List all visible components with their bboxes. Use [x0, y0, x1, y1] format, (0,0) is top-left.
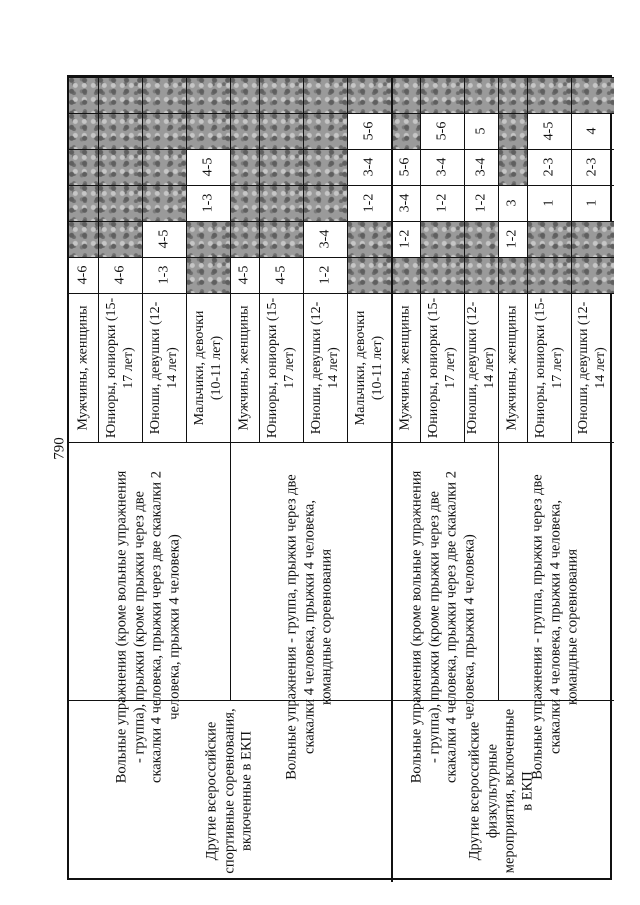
age-group-label: Мальчики, девочки (10-11 лет): [352, 310, 385, 425]
empty-shaded-cell: [142, 185, 186, 221]
row-border: [98, 77, 99, 442]
row-border: [186, 77, 187, 442]
empty-shaded-cell: [230, 113, 259, 149]
empty-shaded-cell: [498, 113, 527, 149]
age-group-label: Юниоры, юниорки (15-17 лет): [264, 297, 297, 438]
cell-border: [527, 77, 571, 78]
row-border: [347, 77, 348, 442]
section-title: Другие всероссийские спортивные соревнования, включенные в ЕКП: [203, 708, 255, 874]
rank-value: 4-6: [112, 265, 128, 285]
empty-shaded-cell: [230, 77, 259, 113]
empty-shaded-cell: [391, 113, 420, 149]
empty-shaded-cell: [98, 185, 142, 221]
cell-border: [259, 185, 303, 186]
empty-shaded-cell: [464, 221, 498, 257]
cell-border: [98, 149, 142, 150]
cell-border: [527, 257, 571, 258]
cell-border: [142, 185, 186, 186]
rank-value: 3-4: [397, 193, 413, 213]
cell-border: [303, 77, 347, 78]
cell-border: [230, 221, 259, 222]
cell-border: [571, 257, 614, 258]
age-group-label: Мужчины, женщины: [397, 304, 413, 431]
rank-value: 1-2: [504, 229, 520, 249]
row-border: [142, 77, 143, 442]
empty-shaded-cell: [420, 77, 464, 113]
cell-border: [69, 149, 98, 150]
empty-shaded-cell: [303, 113, 347, 149]
row-border: [259, 77, 260, 442]
age-group-label: Юниоры, юниорки (15-17 лет): [103, 297, 136, 438]
cell-border: [230, 113, 259, 114]
cell-border: [186, 149, 230, 150]
empty-shaded-cell: [464, 77, 498, 113]
cell-border: [98, 185, 142, 186]
age-group-label: Мужчины, женщины: [236, 304, 252, 431]
cell-border: [527, 149, 571, 150]
cell-border: [142, 149, 186, 150]
cell-border: [230, 185, 259, 186]
cell-border: [347, 185, 391, 186]
empty-shaded-cell: [69, 149, 98, 185]
cell-border: [498, 185, 527, 186]
cell-border: [347, 113, 391, 114]
cell-border: [347, 221, 391, 222]
rank-value: 1: [584, 199, 600, 207]
empty-shaded-cell: [498, 77, 527, 113]
rank-value: 1-2: [397, 229, 413, 249]
cell-border: [527, 221, 571, 222]
empty-shaded-cell: [347, 77, 391, 113]
cell-border: [498, 149, 527, 150]
rank-value: 5-6: [361, 121, 377, 141]
empty-shaded-cell: [464, 257, 498, 293]
age-group-label: Юноши, девушки (12-14 лет): [308, 301, 341, 434]
rank-value: 1: [541, 199, 557, 207]
cell-border: [230, 77, 259, 78]
cell-border: [391, 149, 420, 150]
cell-border: [230, 149, 259, 150]
cell-border: [69, 221, 98, 222]
rank-value: 4: [584, 127, 600, 135]
empty-shaded-cell: [571, 257, 614, 293]
empty-shaded-cell: [142, 113, 186, 149]
cell-border: [571, 77, 614, 78]
cell-border: [464, 113, 498, 114]
cell-border: [142, 257, 186, 258]
cell-border: [186, 221, 230, 222]
empty-shaded-cell: [303, 149, 347, 185]
program-description: Вольные упражнения - группа, прыжки через две скакалки 4 человека, прыжки 4 человека, командные соревнования: [283, 474, 336, 780]
cell-border: [186, 77, 230, 78]
cell-border: [571, 113, 614, 114]
cell-border: [571, 221, 614, 222]
empty-shaded-cell: [391, 77, 420, 113]
age-group-label: Юноши, девушки (12-14 лет): [464, 301, 497, 434]
cell-border: [259, 149, 303, 150]
empty-shaded-cell: [259, 185, 303, 221]
program-border: [230, 77, 231, 700]
column-border: [69, 442, 614, 443]
empty-shaded-cell: [259, 149, 303, 185]
empty-shaded-cell: [142, 77, 186, 113]
program-description: Вольные упражнения (кроме вольные упражнения - группа), прыжки (кроме прыжки через две скакалки 4 человека, прыжки через две скакалки 2 человека, прыжки 4 человека): [114, 470, 184, 784]
empty-shaded-cell: [186, 113, 230, 149]
empty-shaded-cell: [98, 221, 142, 257]
cell-border: [498, 77, 527, 78]
cell-border: [98, 77, 142, 78]
cell-border: [347, 149, 391, 150]
empty-shaded-cell: [69, 113, 98, 149]
age-group-label: Юниоры, юниорки (15-17 лет): [532, 297, 565, 438]
empty-shaded-cell: [186, 221, 230, 257]
rank-value: 1-2: [473, 193, 489, 213]
empty-shaded-cell: [98, 113, 142, 149]
program-description: Вольные упражнения (кроме вольные упражнения - группа), прыжки (кроме прыжки через две скакалки 4 человека, прыжки через две скакалки 2 человека, прыжки 4 человека): [409, 470, 479, 784]
section-border: [391, 77, 393, 882]
empty-shaded-cell: [420, 221, 464, 257]
cell-border: [498, 257, 527, 258]
cell-border: [420, 221, 464, 222]
rank-value: 3-4: [317, 229, 333, 249]
age-group-label: Юноши, девушки (12-14 лет): [147, 301, 180, 434]
cell-border: [527, 185, 571, 186]
rank-value: 4-5: [200, 157, 216, 177]
rank-value: 3-4: [361, 157, 377, 177]
cell-border: [498, 221, 527, 222]
age-group-label: Мальчики, девочки (10-11 лет): [191, 310, 224, 425]
rank-value: 4-5: [156, 229, 172, 249]
program-border: [498, 77, 499, 700]
empty-shaded-cell: [230, 185, 259, 221]
empty-shaded-cell: [527, 77, 571, 113]
cell-border: [98, 221, 142, 222]
cell-border: [69, 257, 98, 258]
cell-border: [303, 257, 347, 258]
rank-value: 5: [473, 127, 489, 135]
cell-border: [571, 185, 614, 186]
cell-border: [259, 113, 303, 114]
cell-border: [142, 113, 186, 114]
cell-border: [303, 185, 347, 186]
empty-shaded-cell: [98, 77, 142, 113]
cell-border: [391, 77, 420, 78]
rank-value: 5-6: [397, 157, 413, 177]
row-border: [464, 77, 465, 442]
rank-value: 1-3: [200, 193, 216, 213]
rank-value: 2-3: [541, 157, 557, 177]
cell-border: [142, 77, 186, 78]
cell-border: [230, 257, 259, 258]
cell-border: [391, 113, 420, 114]
empty-shaded-cell: [259, 221, 303, 257]
empty-shaded-cell: [186, 257, 230, 293]
cell-border: [347, 257, 391, 258]
age-group-label: Юниоры, юниорки (15-17 лет): [425, 297, 458, 438]
empty-shaded-cell: [527, 257, 571, 293]
empty-shaded-cell: [69, 221, 98, 257]
cell-border: [498, 113, 527, 114]
cell-border: [142, 221, 186, 222]
cell-border: [391, 221, 420, 222]
rank-value: 3-4: [473, 157, 489, 177]
empty-shaded-cell: [391, 257, 420, 293]
empty-shaded-cell: [303, 77, 347, 113]
empty-shaded-cell: [230, 149, 259, 185]
age-group-label: Мужчины, женщины: [504, 304, 520, 431]
column-border: [69, 293, 614, 294]
row-border: [420, 77, 421, 442]
empty-shaded-cell: [186, 77, 230, 113]
cell-border: [186, 257, 230, 258]
rank-value: 4-5: [541, 121, 557, 141]
cell-border: [98, 257, 142, 258]
empty-shaded-cell: [420, 257, 464, 293]
cell-border: [186, 113, 230, 114]
cell-border: [303, 149, 347, 150]
cell-border: [420, 257, 464, 258]
empty-shaded-cell: [571, 221, 614, 257]
cell-border: [420, 77, 464, 78]
empty-shaded-cell: [347, 257, 391, 293]
empty-shaded-cell: [303, 185, 347, 221]
cell-border: [186, 185, 230, 186]
cell-border: [303, 221, 347, 222]
empty-shaded-cell: [69, 77, 98, 113]
rank-value: 1-2: [361, 193, 377, 213]
page-number: 790: [51, 437, 68, 460]
cell-border: [420, 113, 464, 114]
cell-border: [464, 149, 498, 150]
age-group-label: Юноши, девушки (12-14 лет): [576, 301, 609, 434]
section-title: Другие всероссийские физкультурные мероприятия, включенные в ЕКП: [467, 708, 537, 874]
cell-border: [303, 113, 347, 114]
cell-border: [464, 77, 498, 78]
rank-value: 1-3: [156, 265, 172, 285]
empty-shaded-cell: [259, 113, 303, 149]
empty-shaded-cell: [571, 77, 614, 113]
ranking-table: [67, 75, 612, 880]
cell-border: [420, 149, 464, 150]
row-border: [527, 77, 528, 442]
cell-border: [69, 77, 98, 78]
rank-value: 3: [504, 199, 520, 207]
column-border: [69, 700, 614, 701]
cell-border: [464, 221, 498, 222]
cell-border: [259, 221, 303, 222]
empty-shaded-cell: [69, 185, 98, 221]
row-border: [571, 77, 572, 442]
empty-shaded-cell: [498, 257, 527, 293]
cell-border: [69, 113, 98, 114]
empty-shaded-cell: [98, 149, 142, 185]
program-description: Вольные упражнения - группа, прыжки через две скакалки 4 человека, прыжки 4 человека, командные соревнования: [529, 474, 581, 780]
rank-value: 4-6: [75, 265, 91, 285]
cell-border: [464, 185, 498, 186]
cell-border: [464, 257, 498, 258]
rank-value: 1-2: [434, 193, 450, 213]
empty-shaded-cell: [498, 149, 527, 185]
cell-border: [420, 185, 464, 186]
empty-shaded-cell: [347, 221, 391, 257]
rank-value: 4-5: [273, 265, 289, 285]
rank-value: 4-5: [236, 265, 252, 285]
cell-border: [259, 257, 303, 258]
cell-border: [527, 113, 571, 114]
cell-border: [259, 77, 303, 78]
row-border: [303, 77, 304, 442]
empty-shaded-cell: [230, 221, 259, 257]
rank-value: 1-2: [317, 265, 333, 285]
rank-value: 3-4: [434, 157, 450, 177]
rank-value: 5-6: [434, 121, 450, 141]
cell-border: [391, 257, 420, 258]
rank-value: 2-3: [584, 157, 600, 177]
empty-shaded-cell: [259, 77, 303, 113]
cell-border: [571, 149, 614, 150]
cell-border: [347, 77, 391, 78]
cell-border: [98, 113, 142, 114]
empty-shaded-cell: [527, 221, 571, 257]
cell-border: [69, 185, 98, 186]
cell-border: [391, 185, 420, 186]
empty-shaded-cell: [142, 149, 186, 185]
age-group-label: Мужчины, женщины: [75, 304, 91, 431]
